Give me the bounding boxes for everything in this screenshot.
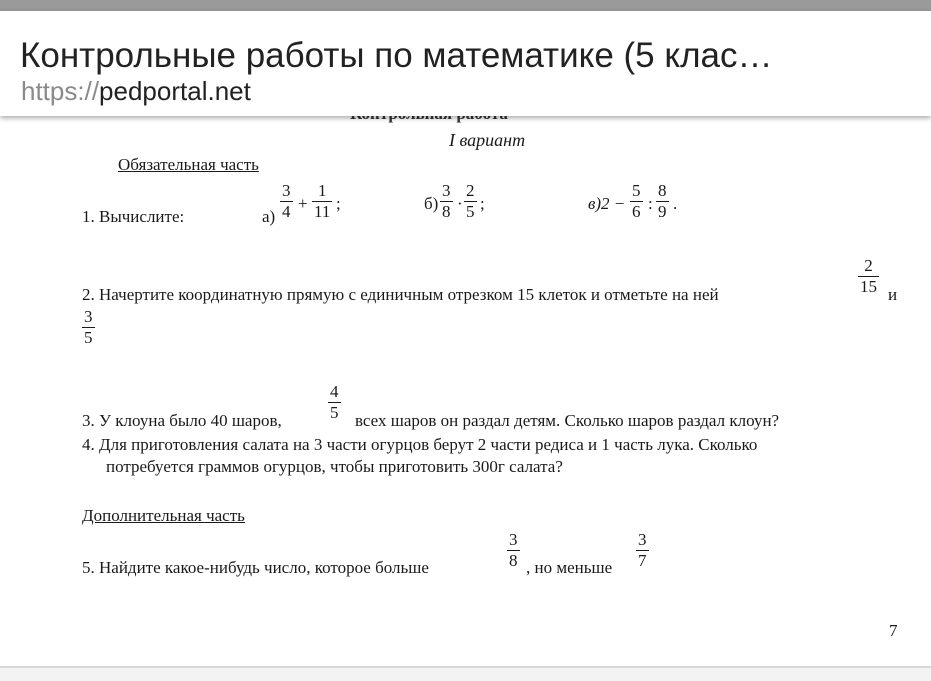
section-additional-heading: Дополнительная часть bbox=[82, 506, 245, 525]
task2-text: 2. Начертите координатную прямую с единичным отрезком 15 клеток и отметьте на ней bbox=[82, 285, 719, 304]
denominator: 5 bbox=[466, 202, 475, 221]
numerator: 3 bbox=[84, 307, 93, 326]
numerator: 4 bbox=[330, 382, 339, 401]
bottom-strip bbox=[0, 668, 931, 681]
link-preview-header[interactable] bbox=[0, 11, 931, 116]
url-host: pedportal.net bbox=[99, 76, 251, 106]
denominator: 7 bbox=[638, 551, 647, 570]
task2-fraction1 bbox=[858, 256, 879, 297]
task1-a-prefix: а) bbox=[262, 207, 276, 226]
section-required-heading: Обязательная часть bbox=[118, 155, 259, 174]
task5-fraction2 bbox=[636, 530, 649, 571]
document-page-image bbox=[0, 116, 931, 666]
task1-c-fraction1 bbox=[630, 181, 643, 222]
numerator: 3 bbox=[282, 181, 291, 200]
task3-text-before: 3. У клоуна было 40 шаров, bbox=[82, 411, 282, 430]
task5-fraction1 bbox=[507, 530, 520, 571]
page-url[interactable] bbox=[21, 76, 251, 107]
task1-c-end: . bbox=[673, 194, 678, 213]
task1-b-end: ; bbox=[480, 194, 485, 213]
task1-a-operator: + bbox=[298, 194, 308, 213]
numerator: 5 bbox=[632, 181, 641, 200]
task3-text-after: всех шаров он раздал детям. Сколько шаров раздал клоун? bbox=[355, 411, 780, 430]
denominator: 9 bbox=[658, 202, 667, 221]
task1-a-fraction1 bbox=[280, 181, 293, 222]
numerator: 1 bbox=[312, 181, 332, 202]
denominator: 11 bbox=[314, 202, 331, 221]
task1-b-operator: · bbox=[457, 194, 463, 213]
numerator: 2 bbox=[858, 256, 879, 277]
page-title[interactable]: Контрольные работы по математике (5 клас… bbox=[20, 36, 773, 75]
numerator: 2 bbox=[466, 181, 475, 200]
denominator: 4 bbox=[282, 202, 291, 221]
task5-text-before: 5. Найдите какое-нибудь число, которое больше bbox=[82, 558, 429, 577]
numerator: 3 bbox=[638, 530, 647, 549]
task3-fraction bbox=[328, 382, 341, 423]
numerator: 3 bbox=[509, 530, 518, 549]
task5-text-middle: , но меньше bbox=[526, 558, 613, 577]
denominator: 5 bbox=[330, 403, 339, 422]
task1-label: 1. Вычислите: bbox=[82, 207, 185, 226]
task1-c-fraction2 bbox=[656, 181, 669, 222]
variant-heading: I вариант bbox=[449, 130, 526, 150]
task4-line2: потребуется граммов огурцов, чтобы приготовить 300г салата? bbox=[106, 457, 563, 476]
denominator: 8 bbox=[509, 551, 518, 570]
task2-and: и bbox=[888, 285, 898, 304]
task1-c-operator: : bbox=[648, 194, 653, 213]
page-number: 7 bbox=[889, 621, 898, 640]
denominator: 6 bbox=[632, 202, 641, 221]
task1-a-end: ; bbox=[336, 194, 341, 213]
task1-b-fraction1 bbox=[440, 181, 453, 222]
denominator: 5 bbox=[84, 328, 93, 347]
numerator: 8 bbox=[658, 181, 667, 200]
task1-a-fraction2 bbox=[312, 181, 332, 222]
numerator: 3 bbox=[442, 181, 451, 200]
url-protocol: https:// bbox=[21, 76, 100, 106]
task1-b-prefix: б) bbox=[424, 194, 439, 213]
denominator: 15 bbox=[860, 277, 877, 296]
top-status-strip bbox=[0, 0, 931, 11]
task2-fraction2 bbox=[82, 307, 95, 348]
denominator: 8 bbox=[442, 202, 451, 221]
task1-c-prefix: в)2 − bbox=[588, 194, 626, 213]
task4-line1: 4. Для приготовления салата на 3 части огурцов берут 2 части редиса и 1 часть лука. Сколько bbox=[82, 435, 758, 454]
task1-b-fraction2 bbox=[464, 181, 477, 222]
